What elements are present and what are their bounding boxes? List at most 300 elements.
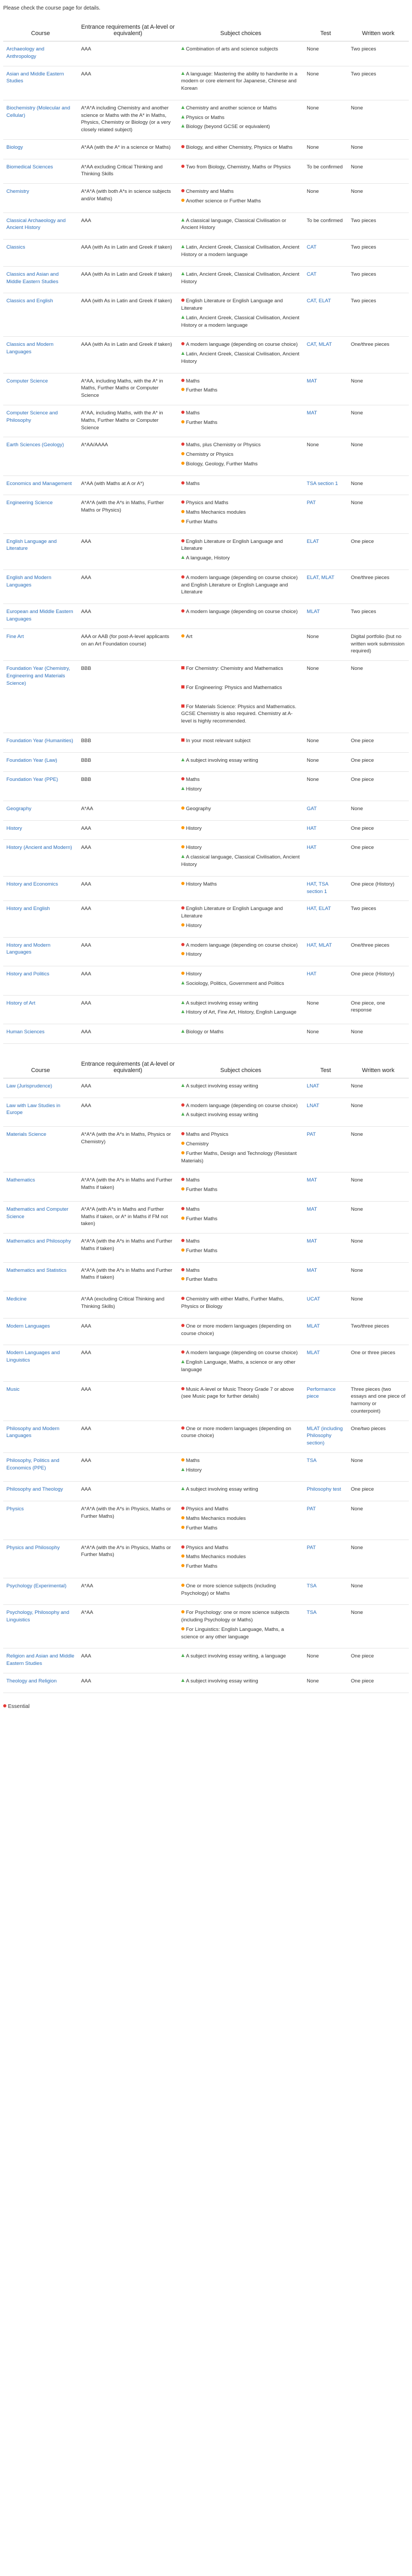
entrance-cell: A*A*A (with the A*s in Maths and Further Maths if taken)	[78, 1234, 178, 1263]
course-link[interactable]: Geography	[6, 805, 32, 812]
course-cell	[3, 475, 78, 495]
written-cell: One/three pieces	[348, 337, 409, 373]
test-link[interactable]: HAT	[307, 971, 317, 977]
written-cell: Two/three pieces	[348, 1318, 409, 1345]
course-link[interactable]: Archaeology and Anthropology	[6, 46, 45, 59]
test-cell: None	[304, 437, 348, 475]
test-cell: None	[304, 66, 348, 100]
course-link[interactable]: Psychology, Philosophy and Linguistics	[6, 1610, 70, 1623]
subject-text: Further Maths, Design and Technology (Resistant Materials)	[181, 1150, 297, 1164]
subject-text: Chemistry or Physics	[186, 452, 234, 458]
helpful-icon	[181, 758, 184, 761]
entrance-cell: A*A*A (with both A*s in science subjects and/or Maths)	[78, 184, 178, 213]
recommended-icon	[181, 1142, 184, 1145]
course-cell	[3, 661, 78, 733]
subject-text: Maths	[186, 777, 200, 783]
subject-cell	[178, 100, 304, 139]
recommended-icon	[181, 1526, 184, 1529]
test-link[interactable]: CAT, ELAT	[307, 298, 331, 304]
written-cell: None	[348, 475, 409, 495]
course-link[interactable]: Earth Sciences (Geology)	[6, 442, 64, 448]
essential-icon	[181, 906, 184, 909]
test-link[interactable]: MLAT	[307, 609, 320, 615]
course-link[interactable]: Biomedical Sciences	[6, 164, 53, 170]
course-cell	[3, 184, 78, 213]
test-cell	[304, 495, 348, 533]
test-link[interactable]: TSA	[307, 1583, 317, 1589]
course-link[interactable]: Medicine	[6, 1296, 27, 1303]
course-link[interactable]: Computer Science	[6, 378, 48, 384]
course-cell	[3, 966, 78, 996]
subject-item	[181, 574, 300, 596]
subject-item	[181, 387, 300, 394]
subject-item	[181, 480, 300, 488]
course-link[interactable]: Biology	[6, 144, 23, 150]
entrance-cell: AAA or AAB (for post-A-level applicants on an Art Foundation course)	[78, 628, 178, 660]
test-link[interactable]: MLAT	[307, 1323, 320, 1329]
written-cell: One piece	[348, 820, 409, 840]
test-link[interactable]: MLAT	[307, 1350, 320, 1356]
subject-item	[181, 538, 300, 553]
test-cell: None	[304, 1673, 348, 1693]
table-row	[3, 1234, 409, 1263]
course-link[interactable]: Mathematics and Statistics	[6, 1267, 66, 1273]
test-link[interactable]: CAT, MLAT	[307, 342, 332, 348]
course-link[interactable]: European and Middle Eastern Languages	[6, 609, 73, 622]
test-link[interactable]: GAT	[307, 805, 317, 812]
subject-item	[181, 1486, 300, 1493]
subject-text: Maths Mechanics modules	[186, 509, 246, 516]
subject-text: Further Maths	[186, 419, 217, 426]
test-cell	[304, 1234, 348, 1263]
subject-text: History	[186, 951, 202, 958]
course-cell	[3, 266, 78, 293]
subject-cell	[178, 1345, 304, 1381]
recommended-icon	[181, 199, 184, 202]
written-cell: One or three pieces	[348, 1345, 409, 1381]
course-link[interactable]: Computer Science and Philosophy	[6, 410, 58, 423]
test-link[interactable]: PAT	[307, 1544, 316, 1551]
header-subject: Subject choices	[178, 1051, 304, 1078]
subject-item	[181, 825, 300, 832]
test-cell: None	[304, 995, 348, 1024]
test-link[interactable]: LNAT	[307, 1083, 319, 1089]
entrance-cell: A*AA, including Maths, with the A* in Maths, Further Maths or Computer Science	[78, 405, 178, 437]
recommended-icon	[181, 1151, 184, 1154]
test-link[interactable]: TSA	[307, 1610, 317, 1616]
subject-text: Maths	[186, 480, 200, 487]
test-link[interactable]: CAT	[307, 244, 317, 251]
subject-text: A subject involving essay writing	[186, 1486, 258, 1493]
entrance-cell: AAA	[78, 901, 178, 937]
test-link[interactable]: MAT	[307, 1206, 317, 1212]
table-row	[3, 1098, 409, 1127]
helpful-icon	[181, 1010, 184, 1013]
subject-cell	[178, 901, 304, 937]
table-row	[3, 495, 409, 533]
subject-text: In your most relevant subject	[186, 737, 251, 744]
course-link[interactable]: History (Ancient and Modern)	[6, 845, 72, 851]
course-link[interactable]: Classics and English	[6, 298, 53, 304]
header-test: Test	[304, 21, 348, 41]
subject-text: English Literature or English Language and Literature	[181, 906, 283, 920]
subject-item	[181, 164, 300, 171]
written-cell: One/three pieces	[348, 937, 409, 966]
recommended-icon	[181, 420, 184, 423]
subject-item	[181, 105, 300, 112]
entrance-cell: AAA	[78, 1345, 178, 1381]
subject-text: Biology, Geology, Further Maths	[186, 461, 258, 467]
test-link[interactable]: HAT, ELAT	[307, 906, 331, 912]
subject-text: Further Maths	[186, 1187, 217, 1193]
test-link[interactable]: Philosophy test	[307, 1486, 341, 1493]
recommended-icon	[181, 882, 184, 885]
subject-item	[181, 297, 300, 312]
course-link[interactable]: Religion and Asian and Middle Eastern Studies	[6, 1653, 74, 1667]
header-entrance: Entrance requirements (at A-level or equivalent)	[78, 21, 178, 41]
test-cell	[304, 820, 348, 840]
subject-cell	[178, 1605, 304, 1648]
recommended-icon	[181, 1187, 184, 1191]
test-cell: None	[304, 628, 348, 660]
subject-text: Sociology, Politics, Government and Politics	[186, 980, 284, 987]
subject-cell	[178, 1381, 304, 1421]
written-cell: One piece	[348, 772, 409, 801]
course-link[interactable]: Physics and Philosophy	[6, 1544, 60, 1551]
test-cell	[304, 1605, 348, 1648]
test-link[interactable]: MAT	[307, 378, 317, 384]
test-cell	[304, 1482, 348, 1501]
test-cell	[304, 937, 348, 966]
subject-cell	[178, 1098, 304, 1127]
course-link[interactable]: Chemistry	[6, 189, 29, 195]
recommended-icon	[181, 1277, 184, 1280]
recommended-icon	[181, 1610, 184, 1613]
course-link[interactable]: Classics and Asian and Middle Eastern Studies	[6, 271, 59, 285]
test-cell: None	[304, 100, 348, 139]
course-link[interactable]: Philosophy and Modern Languages	[6, 1425, 60, 1439]
helpful-icon	[181, 855, 184, 858]
subject-text: Maths	[186, 410, 200, 416]
header-written: Written work	[348, 21, 409, 41]
test-link[interactable]: ELAT, MLAT	[307, 574, 334, 581]
course-link[interactable]: Materials Science	[6, 1132, 46, 1138]
subject-item	[181, 1349, 300, 1357]
table-row	[3, 405, 409, 437]
helpful-icon	[181, 1654, 184, 1657]
subject-item	[181, 410, 300, 417]
essential-icon	[181, 1103, 184, 1107]
test-link[interactable]: TSA section 1	[307, 480, 338, 487]
entrance-cell: A*A*A (with the A*s in Physics, Maths or Further Maths)	[78, 1501, 178, 1540]
helpful-icon	[181, 218, 184, 222]
written-cell: None	[348, 1234, 409, 1263]
course-link[interactable]: Physics	[6, 1506, 24, 1512]
table-body	[3, 41, 409, 1044]
course-link[interactable]: Fine Art	[6, 633, 24, 640]
subject-text: For Engineering: Physics and Mathematics	[186, 684, 282, 691]
course-link[interactable]: History	[6, 825, 22, 831]
course-link[interactable]: Foundation Year (Humanities)	[6, 737, 73, 744]
test-link[interactable]: MAT	[307, 1177, 317, 1184]
course-link[interactable]: Mathematics and Computer Science	[6, 1206, 69, 1220]
helpful-icon	[181, 352, 184, 355]
entrance-cell: A*A*A including Chemistry and another science or Maths with the A* in Maths, Physics, Chemistry or Biology (or a very closely related subject)	[78, 100, 178, 139]
course-link[interactable]: Economics and Management	[6, 480, 72, 487]
course-link[interactable]: Classical Archaeology and Ancient History	[6, 217, 66, 231]
written-cell: None	[348, 373, 409, 405]
subject-text: Biology, and either Chemistry, Physics or Maths	[186, 144, 293, 150]
written-cell: Two pieces	[348, 293, 409, 337]
required-icon	[181, 666, 184, 669]
helpful-icon	[181, 1487, 184, 1490]
recommended-icon	[181, 1217, 184, 1220]
helpful-icon	[181, 1030, 184, 1033]
written-cell: One piece	[348, 533, 409, 569]
subject-cell	[178, 184, 304, 213]
test-link[interactable]: ELAT	[307, 538, 319, 545]
test-link[interactable]: PAT	[307, 1506, 316, 1512]
course-link[interactable]: History and Economics	[6, 881, 58, 887]
test-link[interactable]: MLAT (including Philosophy section)	[307, 1425, 343, 1447]
course-link[interactable]: Modern Languages	[6, 1323, 50, 1329]
course-cell	[3, 405, 78, 437]
course-link[interactable]: History and Modern Languages	[6, 942, 51, 956]
essential-icon	[181, 299, 184, 302]
course-link[interactable]: History of Art	[6, 1000, 36, 1006]
essential-icon	[181, 1132, 184, 1135]
course-link[interactable]: Law with Law Studies in Europe	[6, 1102, 61, 1116]
course-link[interactable]: Foundation Year (Law)	[6, 757, 57, 763]
course-link[interactable]: Classics	[6, 244, 26, 251]
test-link[interactable]: LNAT	[307, 1102, 319, 1109]
subject-item	[181, 1626, 300, 1641]
test-link[interactable]: TSA	[307, 1457, 317, 1464]
course-link[interactable]: Music	[6, 1386, 20, 1392]
written-cell: None	[348, 100, 409, 139]
entrance-cell: AAA	[78, 1673, 178, 1693]
course-link[interactable]: Asian and Middle Eastern Studies	[6, 71, 64, 84]
subject-item	[181, 1083, 300, 1090]
course-link[interactable]: Mathematics and Philosophy	[6, 1238, 71, 1245]
subject-item	[181, 461, 300, 468]
written-cell: None	[348, 1578, 409, 1605]
table-row	[3, 820, 409, 840]
essential-icon	[181, 1324, 184, 1327]
subject-item	[181, 1150, 300, 1165]
written-cell: Three pieces (two essays and one piece of harmony or counterpoint)	[348, 1381, 409, 1421]
subject-item	[181, 1467, 300, 1474]
subject-text: A language, History	[186, 555, 230, 562]
course-link[interactable]: Philosophy, Politics and Economics (PPE)	[6, 1457, 60, 1471]
course-link[interactable]: History and Politics	[6, 971, 49, 977]
subject-item	[181, 1553, 300, 1561]
table-row	[3, 212, 409, 240]
essential-icon	[181, 609, 184, 613]
subject-item	[181, 314, 300, 329]
test-cell: None	[304, 752, 348, 772]
essential-icon	[181, 575, 184, 579]
subject-text: For Linguistics: English Language, Maths, a science or any other language	[181, 1626, 284, 1640]
test-link[interactable]: HAT, MLAT	[307, 942, 332, 948]
course-link[interactable]: Engineering Science	[6, 500, 53, 506]
subject-cell	[178, 1024, 304, 1044]
helpful-icon	[181, 787, 184, 790]
course-link[interactable]: Human Sciences	[6, 1029, 45, 1035]
essential-icon	[181, 1507, 184, 1510]
subject-item	[181, 46, 300, 53]
table-row	[3, 1648, 409, 1673]
course-cell	[3, 628, 78, 660]
course-link[interactable]: Biochemistry (Molecular and Cellular)	[6, 105, 70, 118]
test-link[interactable]: PAT	[307, 1132, 316, 1138]
test-link[interactable]: HAT, TSA section 1	[307, 881, 329, 895]
table-row	[3, 100, 409, 139]
subject-item	[181, 1206, 300, 1213]
course-link[interactable]: English and Modern Languages	[6, 574, 52, 588]
subject-item	[181, 881, 300, 888]
subject-cell	[178, 1078, 304, 1098]
course-link[interactable]: Mathematics	[6, 1177, 35, 1184]
subject-cell	[178, 405, 304, 437]
course-cell	[3, 1673, 78, 1693]
recommended-icon	[181, 634, 184, 637]
subject-cell	[178, 801, 304, 820]
subject-cell	[178, 66, 304, 100]
entrance-cell: AAA	[78, 966, 178, 996]
test-link[interactable]: CAT	[307, 271, 317, 277]
test-cell	[304, 293, 348, 337]
written-cell: One piece	[348, 840, 409, 876]
subject-item	[181, 905, 300, 920]
course-link[interactable]: Classics and Modern Languages	[6, 342, 54, 355]
entrance-cell: BBB	[78, 733, 178, 752]
subject-text: Art	[186, 633, 192, 640]
entrance-cell: AAA	[78, 995, 178, 1024]
test-cell	[304, 1262, 348, 1291]
subject-cell	[178, 840, 304, 876]
recommended-icon	[181, 462, 184, 465]
written-cell: None	[348, 405, 409, 437]
test-link[interactable]: MAT	[307, 1267, 317, 1273]
table-row	[3, 184, 409, 213]
test-link[interactable]: HAT	[307, 845, 317, 851]
subject-cell	[178, 337, 304, 373]
test-link[interactable]: UCAT	[307, 1296, 321, 1303]
test-cell	[304, 1098, 348, 1127]
test-link[interactable]: PAT	[307, 500, 316, 506]
test-cell: None	[304, 772, 348, 801]
subject-item	[181, 922, 300, 930]
entrance-cell: AAA	[78, 533, 178, 569]
essential-icon	[181, 411, 184, 414]
header-subject: Subject choices	[178, 21, 304, 41]
subject-text: Another science or Further Maths	[186, 198, 261, 204]
essential-icon	[181, 165, 184, 168]
subject-text: A modern language (depending on course choice) and English Literature or English Language and Literature	[181, 574, 298, 596]
table-row	[3, 901, 409, 937]
written-cell: One/two pieces	[348, 1421, 409, 1452]
subject-item	[181, 1276, 300, 1283]
test-link[interactable]: Performance piece	[307, 1386, 336, 1400]
subject-text: Maths	[186, 378, 200, 384]
course-link[interactable]: English Language and Literature	[6, 538, 57, 552]
course-link[interactable]: Philosophy and Theology	[6, 1486, 63, 1493]
test-link[interactable]: HAT	[307, 825, 317, 831]
header-written: Written work	[348, 1051, 409, 1078]
course-cell	[3, 293, 78, 337]
test-cell	[304, 1452, 348, 1482]
entrance-cell: A*AA/AAAA	[78, 437, 178, 475]
subject-text: History Maths	[186, 881, 217, 887]
course-link[interactable]: Law (Jurisprudence)	[6, 1083, 53, 1089]
subject-cell	[178, 1482, 304, 1501]
course-link[interactable]: Modern Languages and Linguistics	[6, 1350, 60, 1364]
course-cell	[3, 100, 78, 139]
course-cell	[3, 533, 78, 569]
subject-item	[181, 1359, 300, 1374]
test-cell	[304, 337, 348, 373]
test-link[interactable]: MAT	[307, 1238, 317, 1245]
course-link[interactable]: History and English	[6, 906, 50, 912]
subject-text: History	[186, 786, 202, 793]
course-link[interactable]: Foundation Year (PPE)	[6, 777, 58, 783]
subject-item	[181, 451, 300, 458]
helpful-icon	[181, 72, 184, 75]
subject-text: A subject involving essay writing	[186, 1083, 258, 1089]
test-link[interactable]: MAT	[307, 410, 317, 416]
written-cell: None	[348, 801, 409, 820]
subject-item	[181, 1111, 300, 1119]
subject-item	[181, 980, 300, 988]
helpful-icon	[181, 106, 184, 109]
course-link[interactable]: Theology and Religion	[6, 1678, 57, 1684]
subject-cell	[178, 495, 304, 533]
essential-icon	[181, 379, 184, 382]
table-row	[3, 1421, 409, 1452]
course-link[interactable]: Foundation Year (Chemistry, Engineering and Materials Science)	[6, 666, 70, 686]
subject-cell	[178, 995, 304, 1024]
entrance-cell: A*A*A (with the A*s in Maths, Further Maths or Physics)	[78, 495, 178, 533]
subject-text: Physics and Maths	[186, 1544, 229, 1551]
subject-text: Further Maths	[186, 1215, 217, 1222]
subject-item	[181, 351, 300, 365]
course-link[interactable]: Psychology (Experimental)	[6, 1583, 66, 1589]
subject-item	[181, 509, 300, 516]
table-row	[3, 1381, 409, 1421]
recommended-icon	[181, 972, 184, 975]
table-row	[3, 772, 409, 801]
essential-icon	[3, 1704, 6, 1707]
course-cell	[3, 937, 78, 966]
subject-text: Maths Mechanics modules	[186, 1554, 246, 1560]
helpful-icon	[181, 556, 184, 559]
entrance-cell: AAA	[78, 66, 178, 100]
subject-text: Latin, Ancient Greek, Classical Civilisation, Ancient History	[181, 271, 300, 285]
written-cell: One piece	[348, 733, 409, 752]
table-row	[3, 1540, 409, 1578]
subject-item	[181, 217, 300, 232]
subject-text: Biology (beyond GCSE or equivalent)	[186, 124, 270, 130]
test-cell	[304, 901, 348, 937]
test-cell	[304, 240, 348, 267]
subject-text: A subject involving essay writing	[186, 1000, 258, 1006]
written-cell: None	[348, 1098, 409, 1127]
subject-text: History	[186, 825, 202, 831]
written-cell: One piece	[348, 1648, 409, 1673]
essential-icon	[181, 1207, 184, 1210]
subject-cell	[178, 628, 304, 660]
